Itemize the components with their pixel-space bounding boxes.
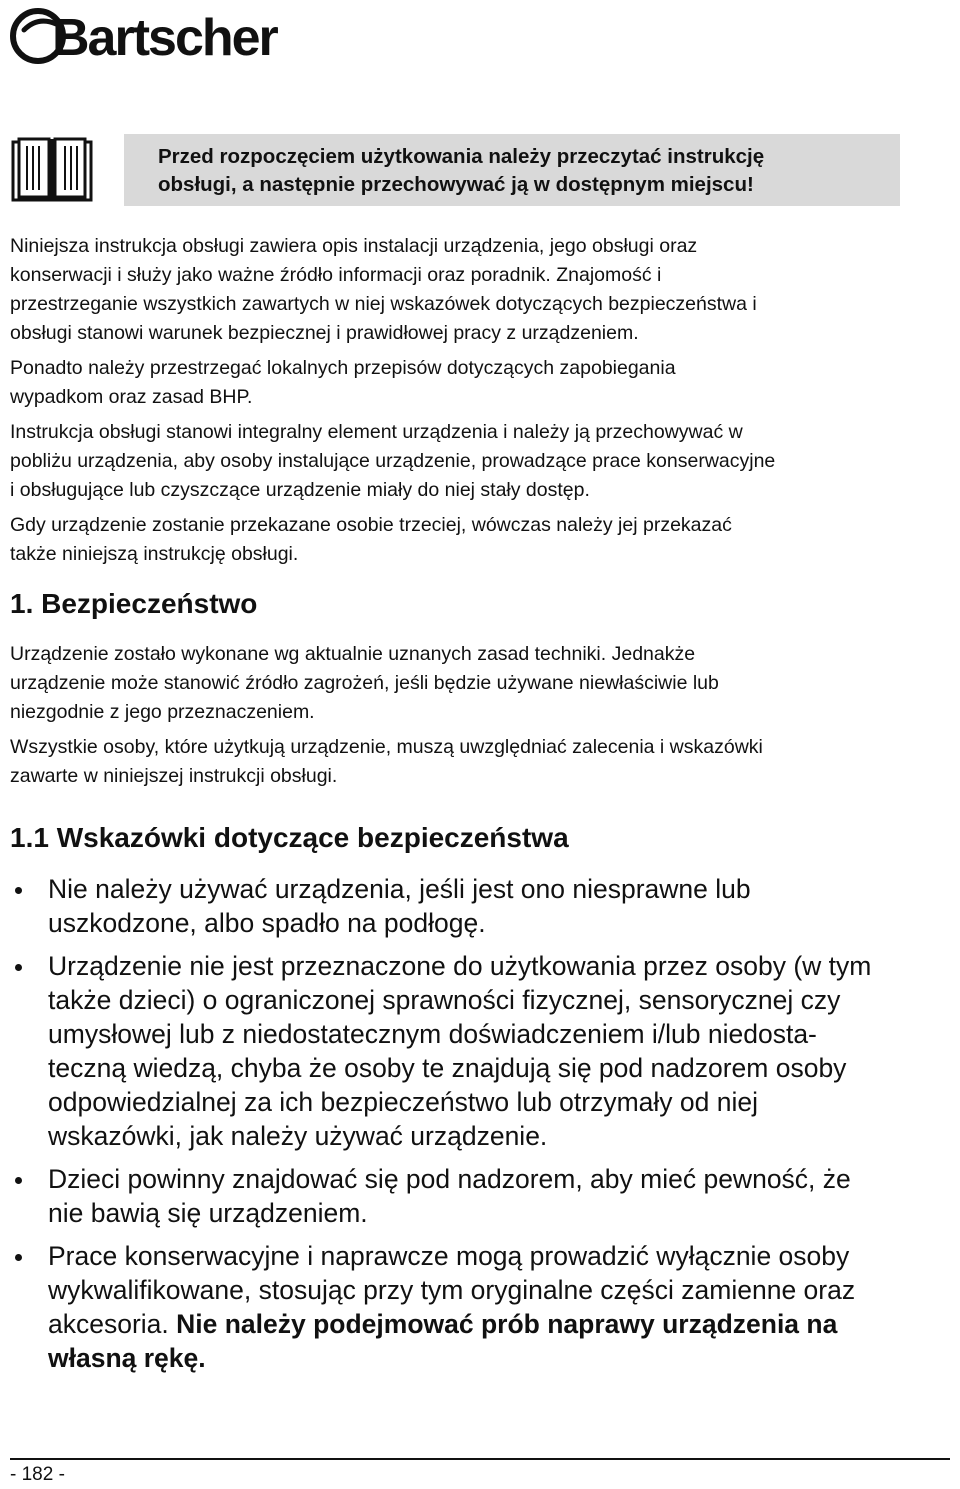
list-item [10,1162,960,1230]
text-fragment: akcesoria. [48,1309,177,1339]
section-heading-safety: 1. Bezpieczeństwo [10,588,258,619]
section-heading-safety-notes: 1.1 Wskazówki dotyczące bezpieczeństwa [10,822,569,853]
text-line: zawarte w niniejszej instrukcji obsługi. [10,765,338,787]
text-line: obsługi stanowi warunek bezpiecznej i prawidłowej pracy z urządzeniem. [10,322,639,344]
notice-line: Przed rozpoczęciem użytkowania należy przeczytać instrukcję [158,145,765,168]
text-line: Urządzenie zostało wykonane wg aktualnie uznanych zasad techniki. Jednakże [10,643,696,665]
safety-notes-list [10,872,960,1384]
list-item [10,1239,960,1375]
list-item [10,949,960,1153]
text-line: przestrzeganie wszystkich zawartych w niej wskazówek dotyczących bezpieczeństwa i [10,293,757,315]
text-line: urządzenie może stanowić źródło zagrożeń, jeśli będzie używane niewłaściwie lub [10,672,719,694]
bullet-icon [15,964,22,971]
text-line: Wszystkie osoby, które użytkują urządzenie, muszą uwzględniać zalecenia i wskazówki [10,736,763,758]
text-line [48,1307,960,1341]
bullet-icon [15,1177,22,1184]
text-line: także niniejszą instrukcję obsługi. [10,543,299,565]
text-line: Instrukcja obsługi stanowi integralny element urządzenia i należy ją przechowywać w [10,421,743,443]
text-line: uszkodzone, albo spadło na podłogę. [48,908,486,938]
text-line: Gdy urządzenie zostanie przekazane osobie trzeciej, wówczas należy jej przekazać [10,514,732,536]
text-line: Nie należy używać urządzenia, jeśli jest ono niesprawne lub [48,874,751,904]
intro-text [10,232,955,575]
bullet-icon [15,887,22,894]
text-line: Prace konserwacyjne i naprawcze mogą prowadzić wyłącznie osoby [48,1241,850,1271]
warning-text: Nie należy podejmować prób naprawy urządzenia na [176,1309,838,1339]
intro-paragraph [10,511,955,569]
text-line: nie bawią się urządzeniem. [48,1198,368,1228]
text-line: wskazówki, jak należy używać urządzenie. [48,1121,548,1151]
text-line: teczną wiedzą, chyba że osoby te znajdują się pod nadzorem osoby [48,1053,847,1083]
text-line: niezgodnie z jego przeznaczeniem. [10,701,315,723]
text-line: umysłowej lub z niedostatecznym doświadczeniem i/lub niedosta- [48,1019,817,1049]
intro-paragraph [10,418,955,505]
text-line: także dzieci) o ograniczonej sprawności fizycznej, sensorycznej czy [48,985,841,1015]
text-line: odpowiedzialnej za ich bezpieczeństwo lub otrzymały od niej [48,1087,759,1117]
text-line: pobliżu urządzenia, aby osoby instalujące urządzenie, prowadzące prace konserwacyjne [10,450,776,472]
intro-paragraph [10,354,955,412]
section-safety-text [10,640,955,797]
brand-name: Bartscher [52,9,277,67]
text-line: Dzieci powinny znajdować się pod nadzorem, aby mieć pewność, że [48,1164,851,1194]
text-line: i obsługujące lub czyszczące urządzenie miały do niej stały dostęp. [10,479,590,501]
book-icon [10,136,94,204]
text-line: wykwalifikowane, stosując przy tym oryginalne części zamienne oraz [48,1275,856,1305]
section-paragraph [10,640,955,727]
warning-text: własną rękę. [48,1343,206,1373]
footer-divider [10,1458,950,1460]
brand-logo [10,6,277,70]
intro-paragraph [10,232,955,348]
page-number: - 182 - [10,1464,65,1485]
list-item [10,872,960,940]
notice-box [124,134,900,206]
text-line: Ponadto należy przestrzegać lokalnych przepisów dotyczących zapobiegania [10,357,676,379]
text-line: wypadkom oraz zasad BHP. [10,386,253,408]
text-line: Niniejsza instrukcja obsługi zawiera opis instalacji urządzenia, jego obsługi oraz [10,235,698,257]
section-paragraph [10,733,955,791]
text-line: Urządzenie nie jest przeznaczone do użytkowania przez osoby (w tym [48,951,872,981]
bullet-icon [15,1254,22,1261]
text-line: konserwacji i służy jako ważne źródło informacji oraz poradnik. Znajomość i [10,264,662,286]
notice-line: obsługi, a następnie przechowywać ją w dostępnym miejscu! [158,173,754,196]
